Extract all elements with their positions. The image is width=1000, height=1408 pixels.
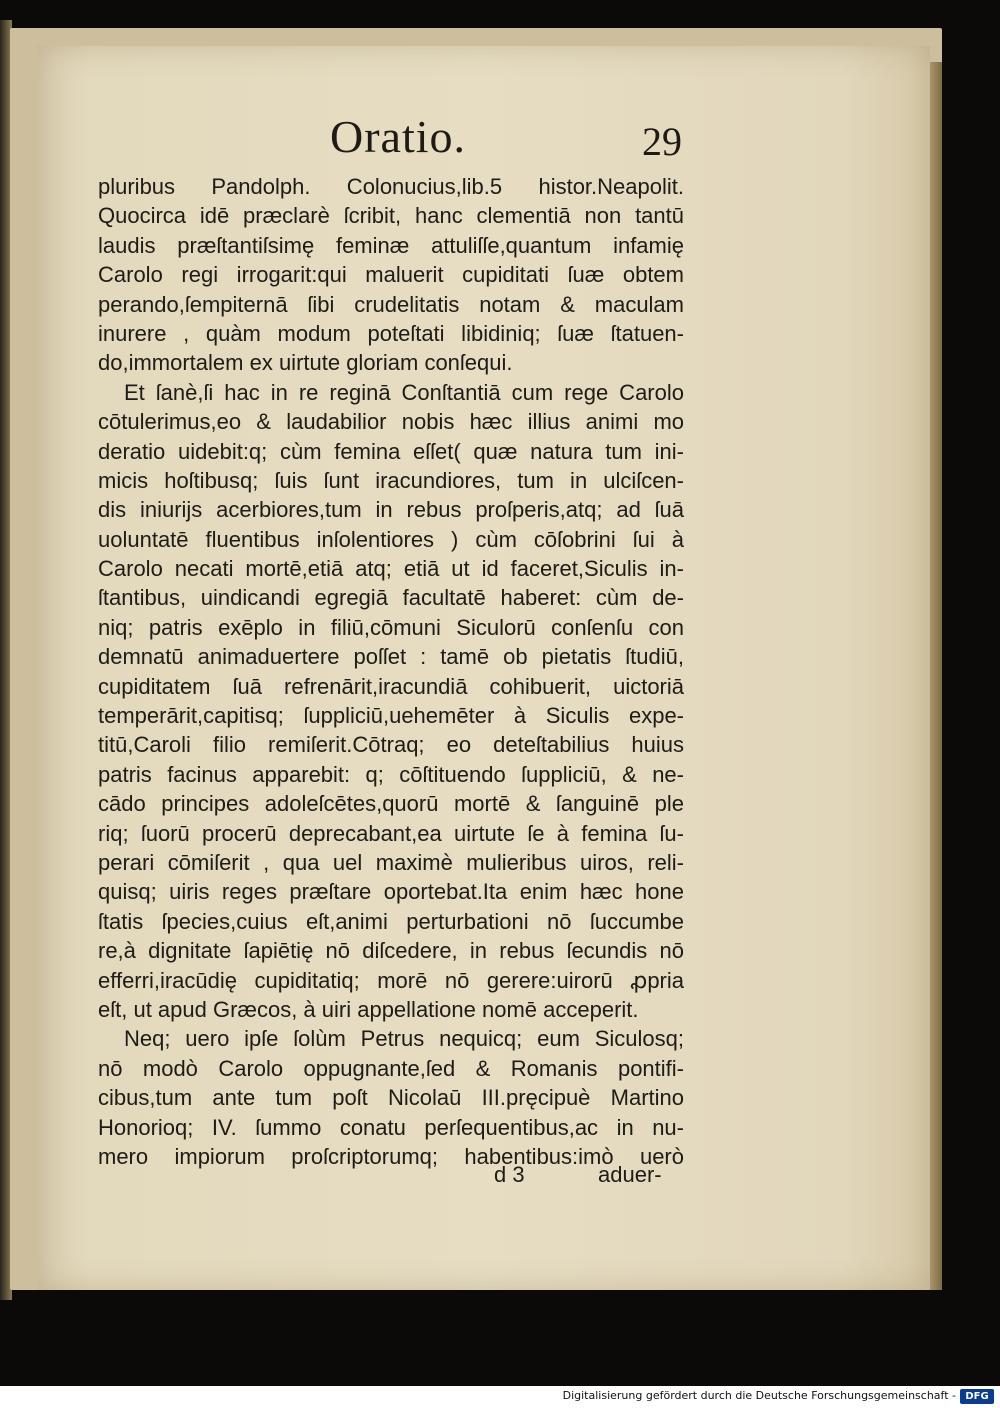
text-line: mero impiorum proſcriptorumq; habentibus:imò uerò (98, 1143, 684, 1169)
page-fore-edge (930, 62, 942, 1290)
text-line: titū,Caroli filio remiſerit.Cōtraq; eo deteſtabilius huius (98, 732, 684, 758)
text-line: quisq; uiris reges præſtare oportebat.Ita enim hæc hone (98, 879, 684, 905)
text-line: deratio uidebit:q; cùm femina eſſet( quæ natura tum ini- (98, 438, 684, 464)
text-line: perari cōmiſerit , qua uel maximè mulieribus uiros, reli- (98, 849, 684, 875)
text-line: micis hoſtibusq; ſuis ſunt iracundiores, tum in ulciſcen- (98, 467, 684, 493)
dfg-logo-icon: DFG (960, 1389, 994, 1404)
text-line: perando,ſempiternā ſibi crudelitatis notam & maculam (98, 291, 684, 317)
text-line: Neq; uero ipſe ſolùm Petrus nequicq; eum Siculosq; (124, 1026, 684, 1052)
catchword: aduer- (598, 1162, 662, 1187)
text-line: laudis præſtantiſsimę feminæ attuliſſe,quantum infamię (98, 232, 684, 258)
text-line: pluribus Pandolph. Colonucius,lib.5 histor.Neapolit. (98, 174, 684, 199)
text-line: cōtulerimus,eo & laudabilior nobis hæc illius animi mo (98, 409, 684, 435)
text-line: uoluntatē fluentibus inſolentiores ) cùm cōſobrini ſui à (98, 526, 684, 552)
text-line: Carolo necati mortē,etiā atq; etiā ut id faceret,Siculis in- (98, 556, 684, 582)
running-title: Oratio. (330, 111, 467, 162)
text-line: Carolo regi irrogarit:qui maluerit cupiditati ſuæ obtem (98, 262, 684, 288)
text-line: Et ſanè,ſi hac in re reginā Conſtantiā cum rege Carolo (124, 379, 684, 405)
text-line: demnatū animaduertere poſſet : tamē ob pietatis ſtudiū, (98, 644, 684, 670)
footer-bar (0, 1386, 1000, 1408)
body-text (98, 172, 684, 1171)
text-line: cādo principes adoleſcētes,quorū mortē & ſanguinē ple (98, 791, 684, 817)
text-line: riq; ſuorū procerū deprecabant,ea uirtute ſe à femina ſu- (98, 820, 684, 846)
signature-line (98, 1162, 684, 1192)
footer-credit: Digitalisierung gefördert durch die Deutsche Forschungsgemeinschaft - (562, 1389, 956, 1402)
text-line: efferri,iracūdię cupiditatiq; morē nō gerere:uirorū ꝓpria (98, 967, 684, 993)
text-line: niq; patris exēplo in filiū,cōmuni Siculorū conſenſu con (98, 614, 684, 640)
signature-mark: d 3 (494, 1162, 525, 1187)
text-line: eſt, ut apud Græcos, à uiri appellatione nomē acceperit. (98, 996, 639, 1022)
text-line: do,immortalem ex uirtute gloriam conſequi. (98, 350, 513, 376)
text-line: inurere , quàm modum poteſtati libidiniq; ſuæ ſtatuen- (98, 320, 684, 346)
text-line: Quocirca idē præclarè ſcribit, hanc clementiā non tantū (98, 203, 684, 229)
text-line: Honorioq; IV. ſummo conatu perſequentibus,ac in nu- (98, 1114, 684, 1140)
text-line: patris facinus apparebit: q; cōſtituendo ſuppliciū, & ne- (98, 761, 684, 787)
text-line: cupiditatem ſuā refrenārit,iracundiā cohibuerit, uictoriā (98, 673, 684, 699)
text-line: re,à dignitate ſapiētię nō diſcedere, in rebus ſecundis nō (98, 938, 684, 964)
text-line: ſtantibus, uindicandi egregiā facultatē haberet: cùm de- (98, 585, 684, 611)
page-number: 29 (642, 119, 682, 164)
text-line: ſtatis ſpecies,cuius eſt,animi perturbationi nō ſuccumbe (98, 908, 684, 934)
text-line: nō modò Carolo oppugnante,ſed & Romanis pontifi- (98, 1055, 684, 1081)
text-line: cibus,tum ante tum poſt Nicolaū III.pręcipuè Martino (98, 1085, 684, 1111)
text-line: temperārit,capitisq; ſuppliciū,uehemēter à Siculis expe- (98, 703, 684, 729)
text-line: dis iniurijs acerbiores,tum in rebus proſperis,atq; ad ſuā (98, 497, 684, 523)
